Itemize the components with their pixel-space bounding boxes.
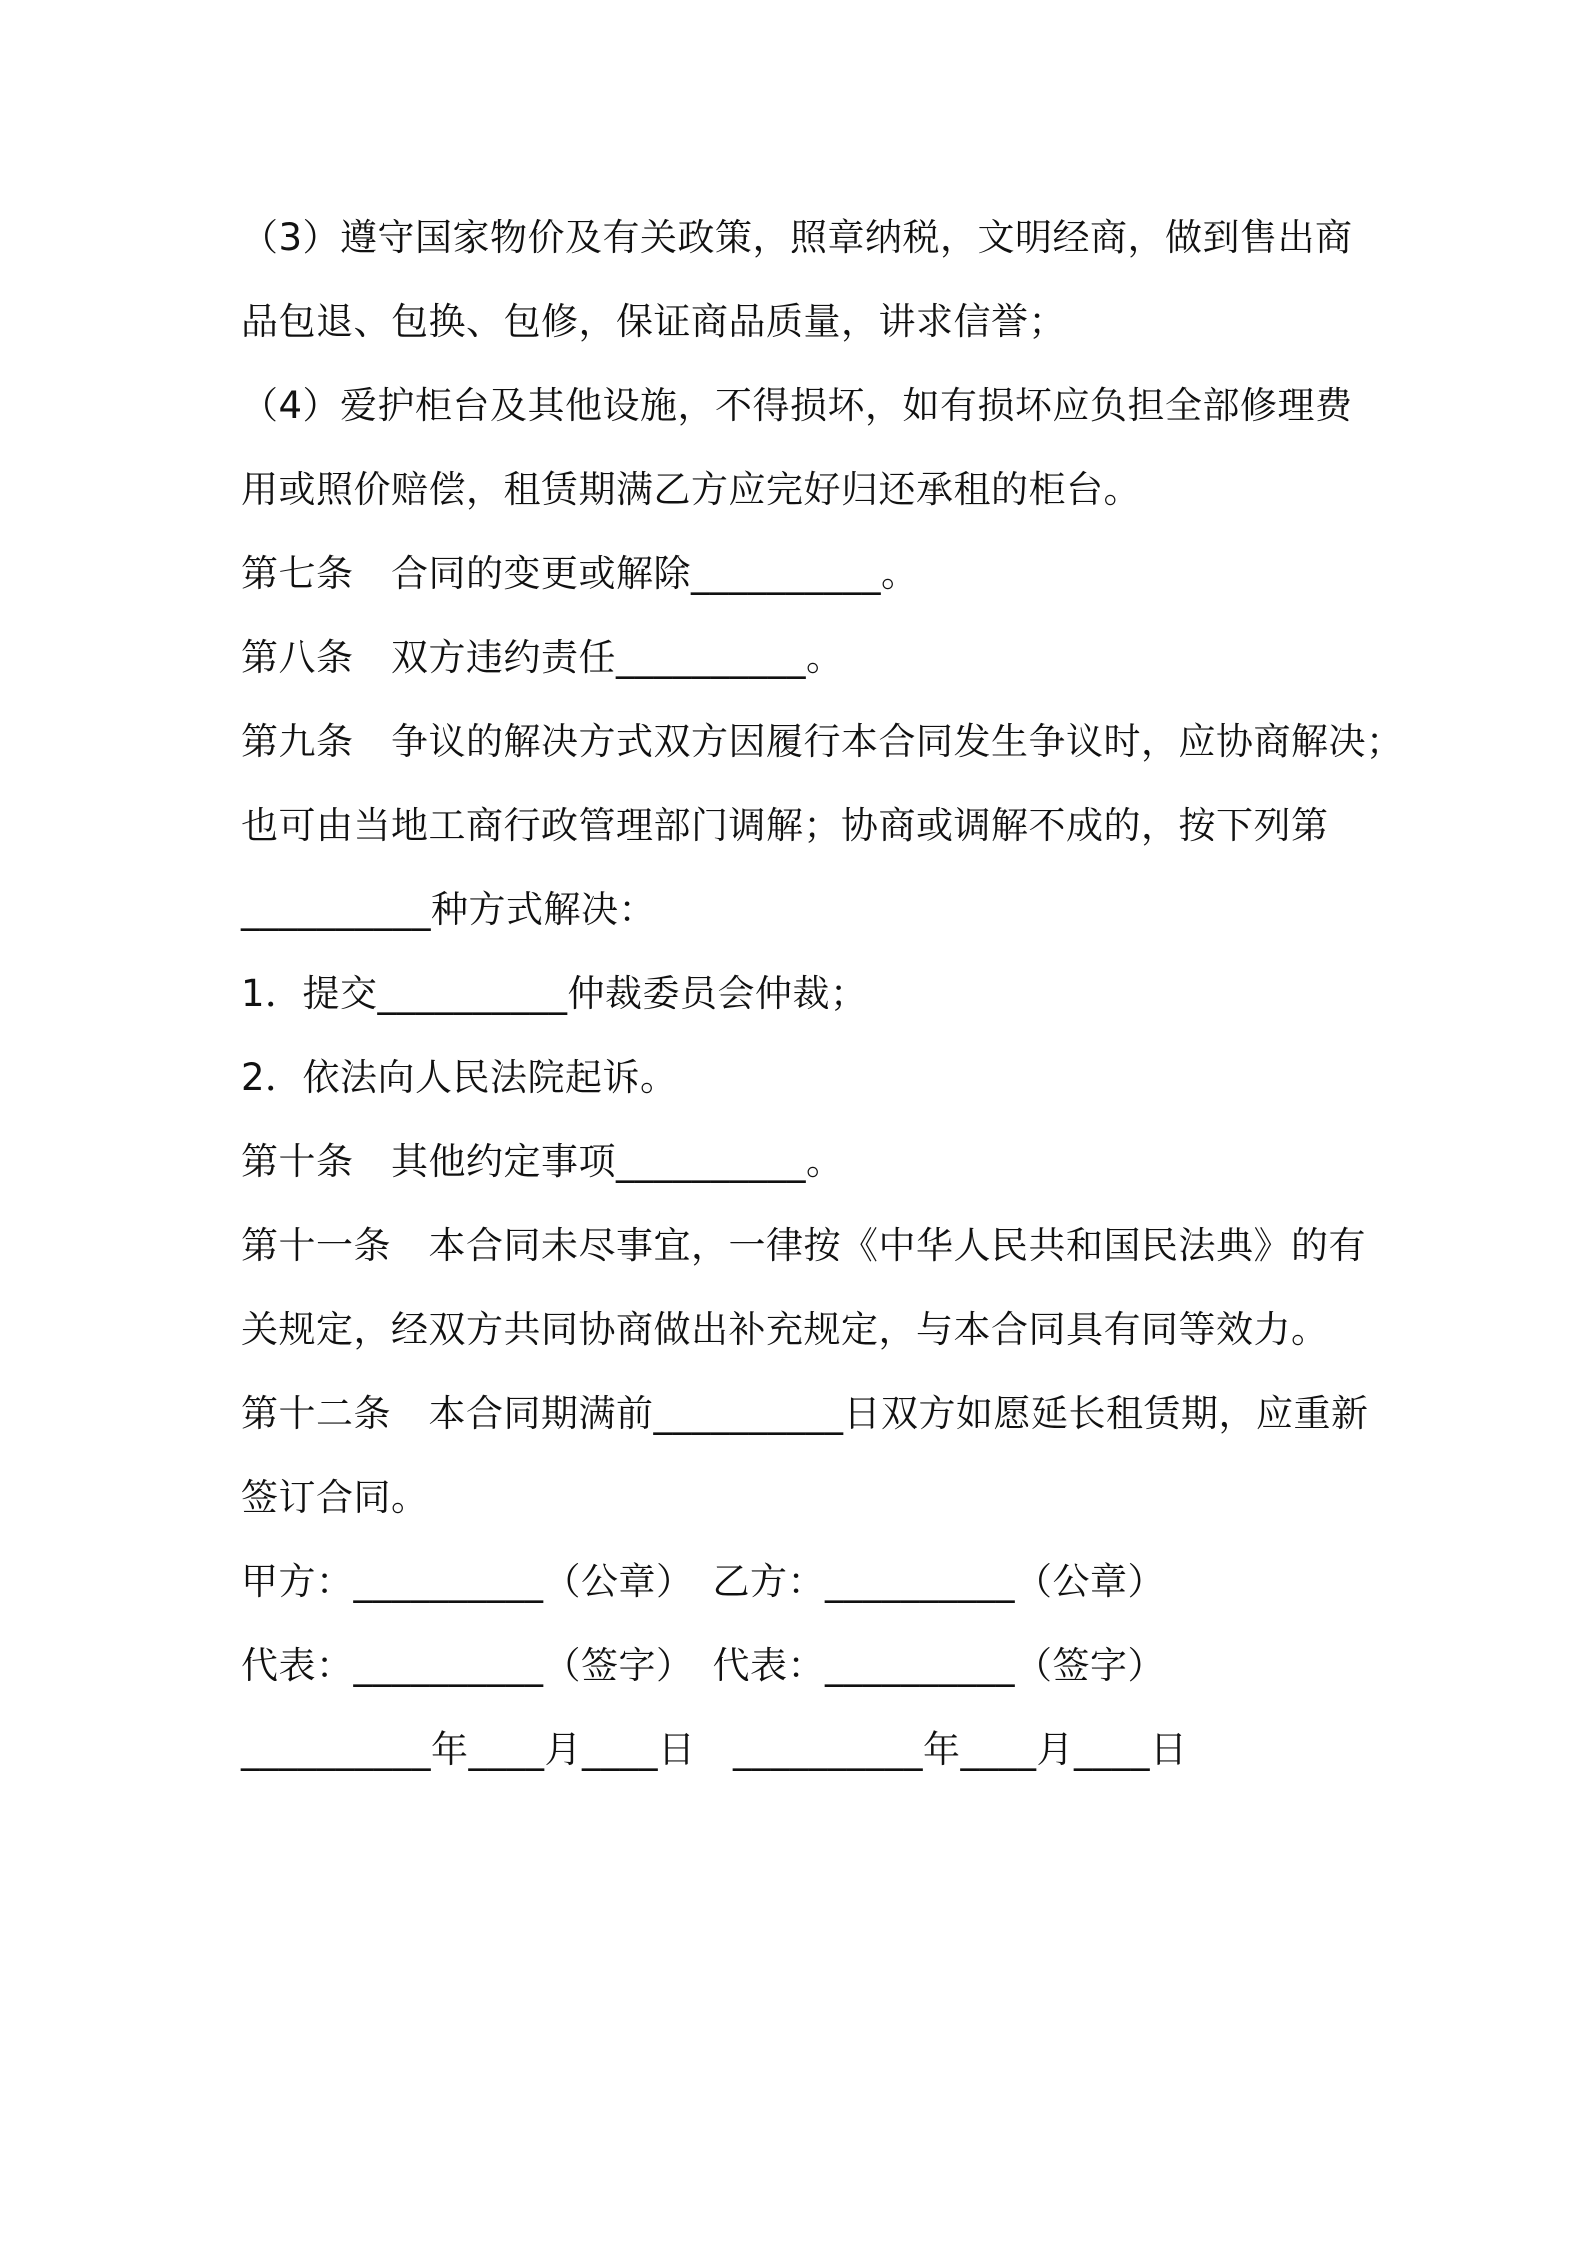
article-10: 第十条 其他约定事项__________。 (241, 1140, 844, 1183)
article-11-line-2: 关规定，经双方共同协商做出补充规定，与本合同具有同等效力。 (241, 1308, 1329, 1351)
dispute-option-2: 2．依法向人民法院起诉。 (241, 1056, 678, 1099)
clause-3-line-2: 品包退、包换、包修，保证商品质量，讲求信誉； (241, 300, 1066, 343)
contract-text (241, 196, 1404, 1792)
dispute-option-1: 1．提交__________仲裁委员会仲裁； (241, 972, 868, 1015)
article-7: 第七条 合同的变更或解除__________。 (241, 552, 919, 595)
article-9-line-1: 第九条 争议的解决方式双方因履行本合同发生争议时，应协商解决； (241, 720, 1404, 763)
date-line: __________年____月____日 __________年____月____日 (241, 1728, 1188, 1771)
article-12-line-2: 签订合同。 (241, 1476, 429, 1519)
clause-3-line-1: （3）遵守国家物价及有关政策，照章纳税，文明经商，做到售出商 (241, 216, 1353, 259)
article-9-line-3: __________种方式解决： (241, 888, 656, 931)
article-8: 第八条 双方违约责任__________。 (241, 636, 844, 679)
article-9-line-2: 也可由当地工商行政管理部门调解；协商或调解不成的，按下列第 (241, 804, 1329, 847)
article-11-line-1: 第十一条 本合同未尽事宜，一律按《中华人民共和国民法典》的有 (241, 1224, 1366, 1267)
party-seal-line: 甲方：__________（公章） 乙方：__________（公章） (241, 1560, 1165, 1603)
representative-sign-line: 代表：__________（签字） 代表：__________（签字） (241, 1644, 1165, 1687)
clause-4-line-1: （4）爱护柜台及其他设施，不得损坏，如有损坏应负担全部修理费 (241, 384, 1353, 427)
clause-4-line-2: 用或照价赔偿，租赁期满乙方应完好归还承租的柜台。 (241, 468, 1141, 511)
article-12-line-1: 第十二条 本合同期满前__________日双方如愿延长租赁期，应重新 (241, 1392, 1369, 1435)
